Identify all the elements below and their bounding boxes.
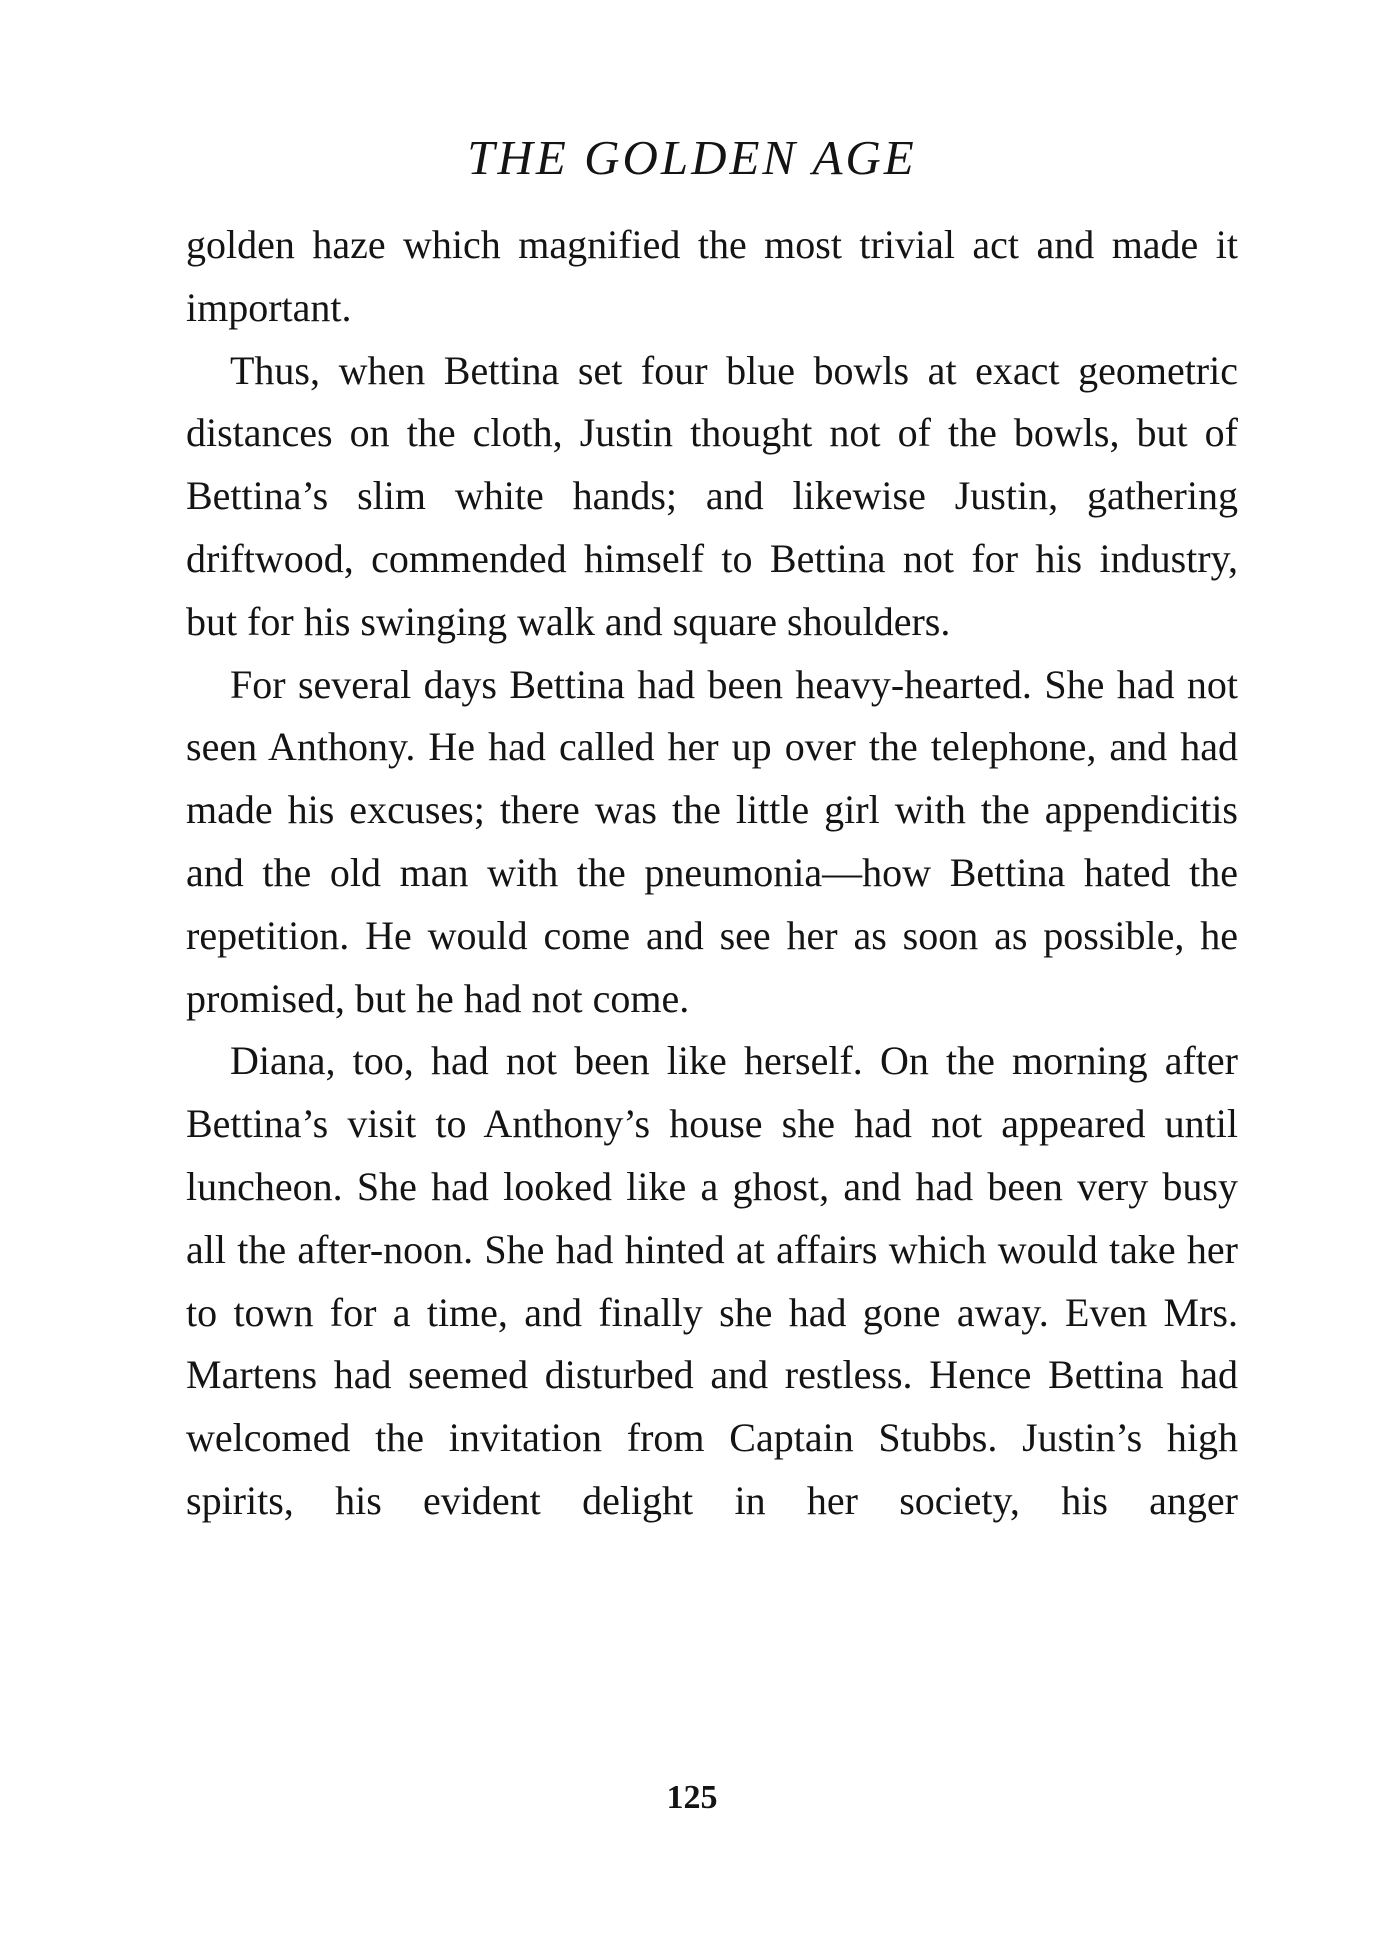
paragraph-2: Thus, when Bettina set four blue bowls at exact geometric distances on the cloth, Justin thought not of the bowls, but of Bettina’s slim white hands; and likewise Justin, gathering driftwood, commended himself to Bettina not for his industry, but for his swinging walk and square shoulders. (186, 347, 1238, 644)
paragraph-4: Diana, too, had not been like herself. On the morning after Bettina’s visit to Anthony’s house she had not appeared until luncheon. She had looked like a ghost, and had been very busy all the after-noon. She had hinted at affairs which would take her to town for a time, and finally she had gone away. Even Mrs. Martens had seemed disturbed and restless. Hence Bettina had welcomed the invitation from Captain Stubbs. Justin’s high spirits, his evident delight in her society, his anger (186, 1038, 1238, 1523)
body-text (186, 214, 1238, 1533)
running-head: THE GOLDEN AGE (467, 130, 917, 185)
paragraph-3: For several days Bettina had been heavy-hearted. She had not seen Anthony. He had called her up over the telephone, and had made his excuses; there was the little girl with the appendicitis and the old man with the pneumonia—how Bettina hated the repetition. He would come and see her as soon as possible, he promised, but he had not come. (186, 661, 1238, 1021)
paragraph-1: golden haze which magnified the most trivial act and made it important. (186, 222, 1238, 330)
page-number: 125 (666, 1779, 718, 1816)
